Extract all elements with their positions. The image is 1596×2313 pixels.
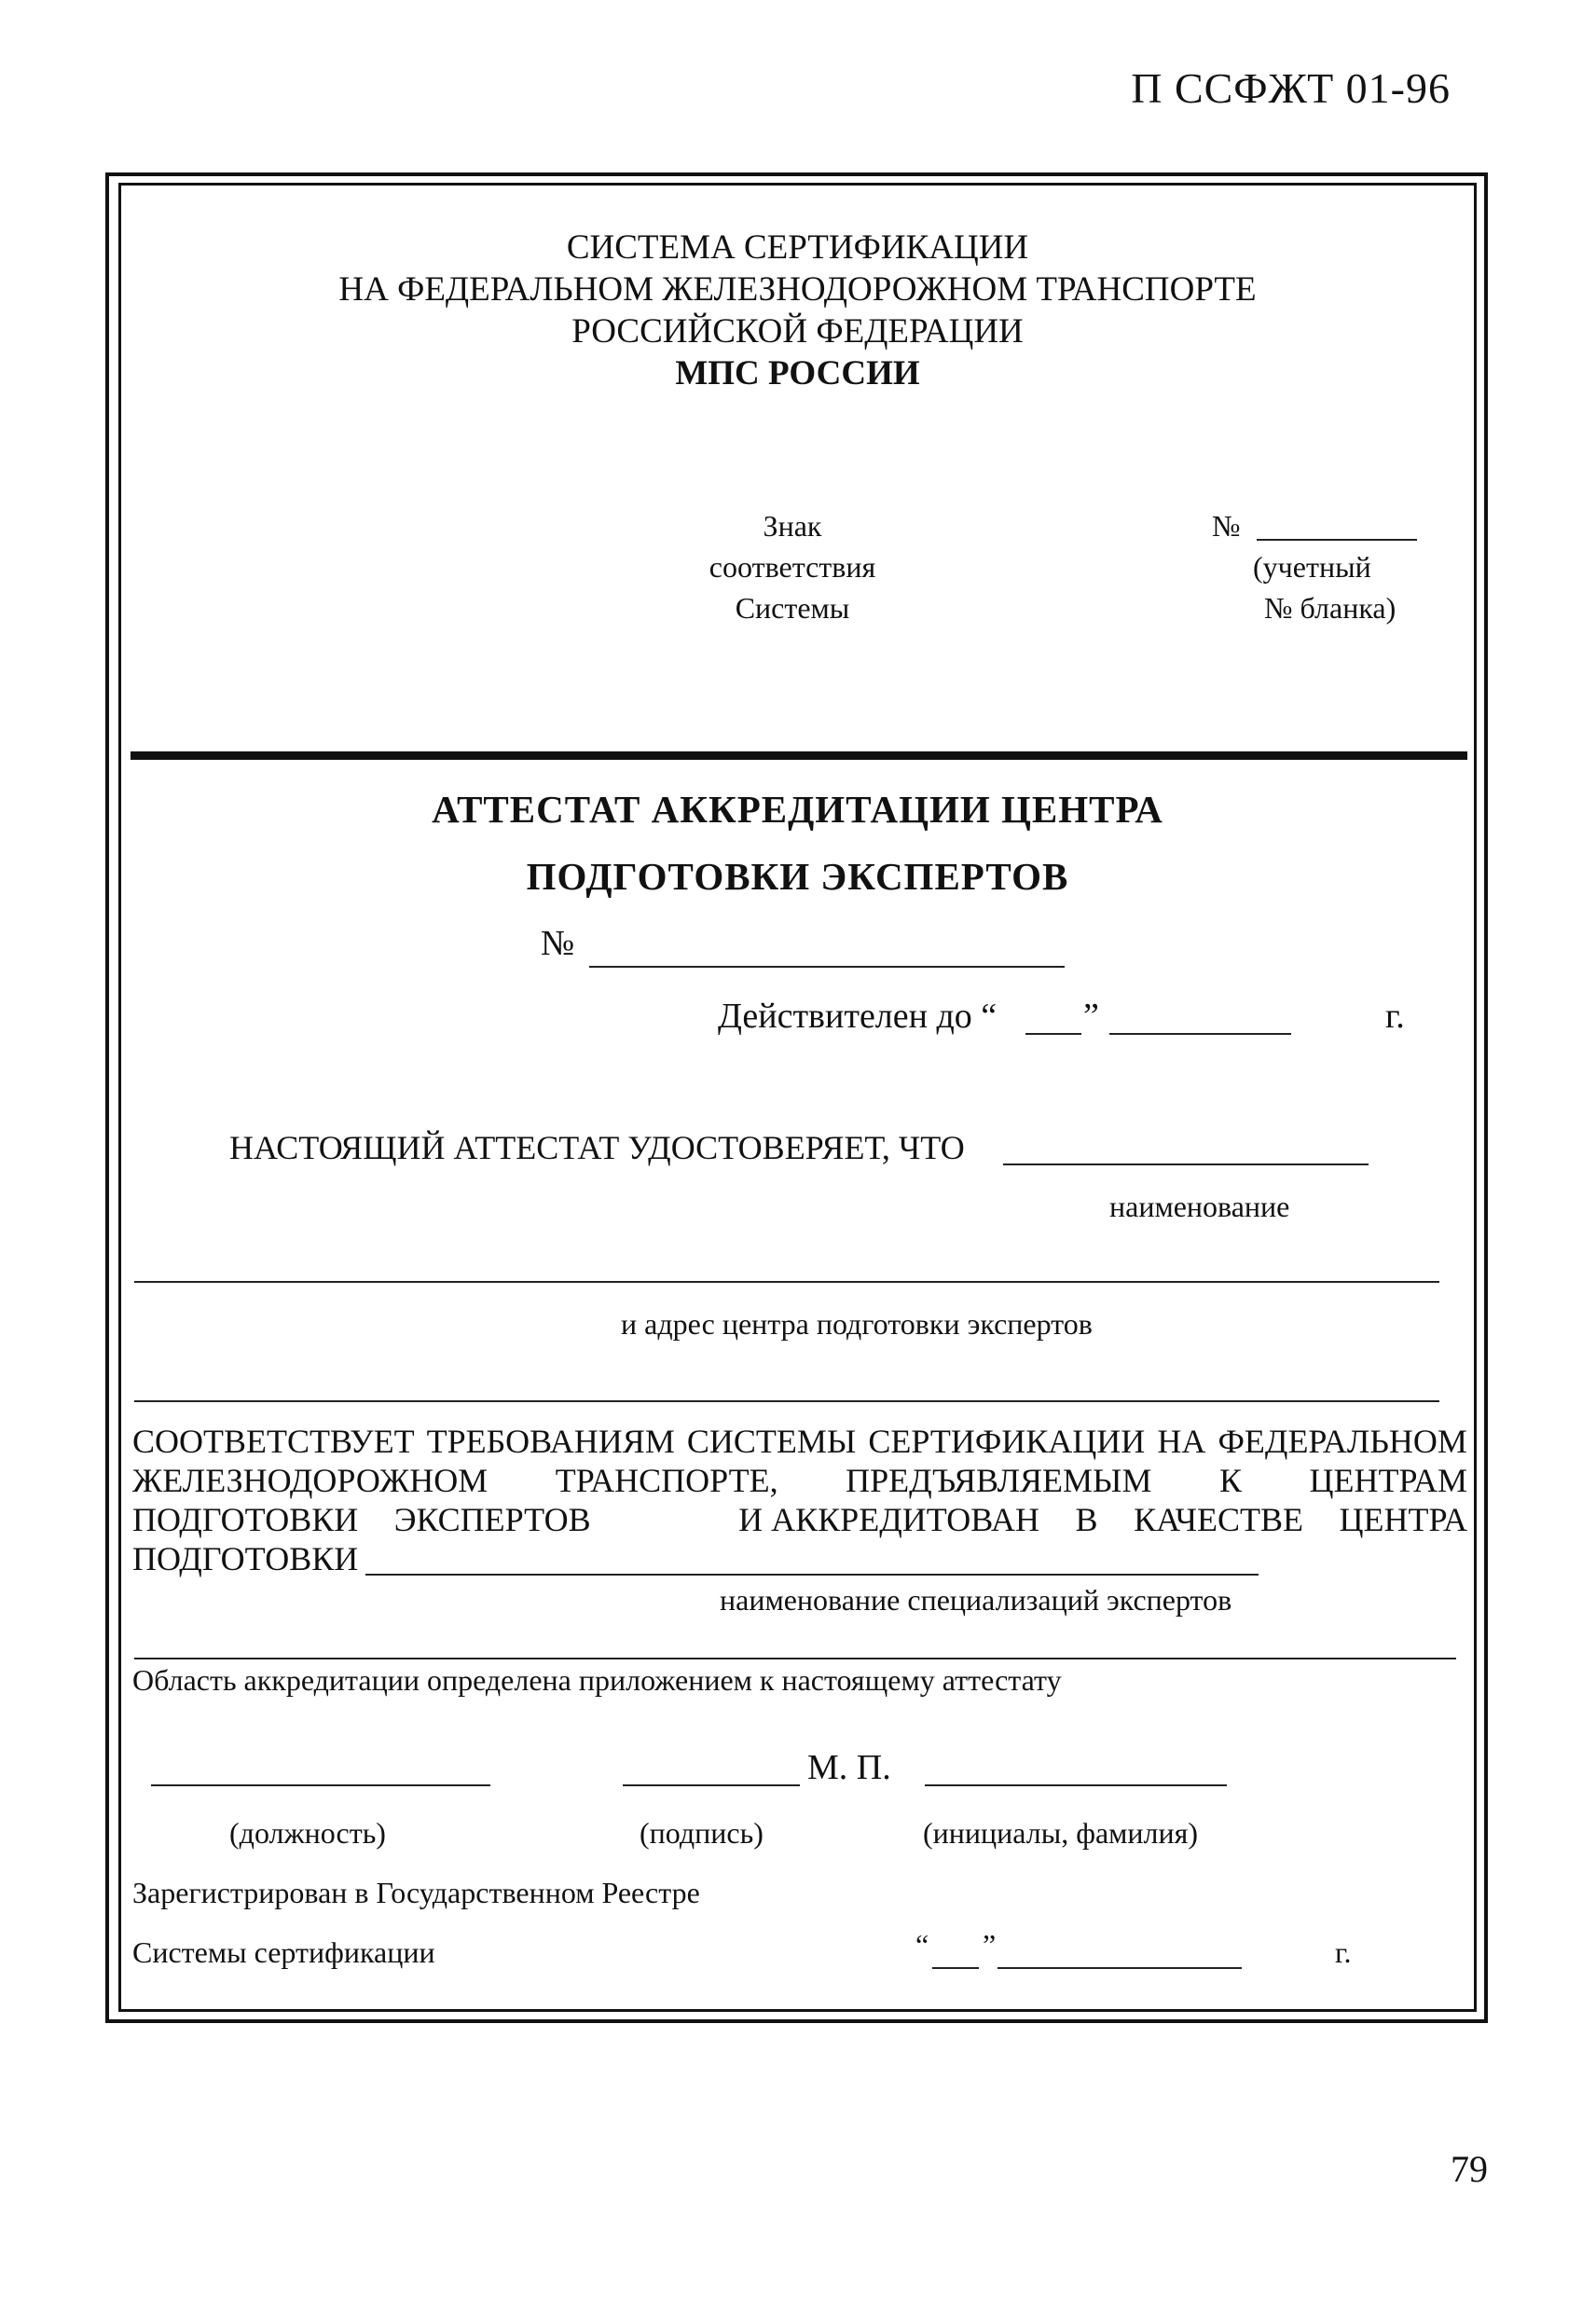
compliance-word: ЖЕЛЕЗНОДОРОЖНОМ	[132, 1462, 488, 1499]
compliance-word: СИСТЕМЫ	[686, 1423, 857, 1460]
blank-number-line	[1257, 539, 1417, 541]
title-line-1: АТТЕСТАТ АККРЕДИТАЦИИ ЦЕНТРА	[432, 788, 1163, 831]
header-line-1: СИСТЕМА СЕРТИФИКАЦИИ	[566, 228, 1029, 267]
certifies-line	[1003, 1163, 1369, 1165]
valid-until-year: г.	[1385, 997, 1405, 1036]
valid-until-prefix: Действителен до “	[718, 997, 998, 1036]
scope-divider	[134, 1658, 1456, 1659]
header-line-3: РОССИЙСКОЙ ФЕДЕРАЦИИ	[571, 312, 1024, 351]
position-label: (должность)	[229, 1816, 386, 1850]
registry-close-quote: ”	[983, 1928, 997, 1962]
certificate-number-sign: №	[541, 924, 575, 963]
document-code: П ССФЖТ 01-96	[1131, 64, 1451, 112]
blank-number-label-1: (учетный	[1253, 550, 1371, 584]
address-line-full	[134, 1400, 1439, 1402]
registry-year: г.	[1335, 1935, 1352, 1969]
compliance-line-4: ПОДГОТОВКИ	[132, 1540, 359, 1577]
compliance-line-2	[132, 1460, 1467, 1501]
specialization-line	[365, 1574, 1259, 1576]
compliance-word: К	[1219, 1462, 1243, 1499]
registry-open-quote: “	[915, 1928, 929, 1962]
compliance-word: В	[1075, 1501, 1098, 1538]
compliance-word: КАЧЕСТВЕ	[1134, 1501, 1304, 1538]
valid-until-quote: ”	[1083, 997, 1099, 1036]
address-label: и адрес центра подготовки экспертов	[621, 1307, 1093, 1341]
valid-day-line	[1025, 1033, 1081, 1035]
signature-line	[623, 1784, 800, 1786]
compliance-word: ПОДГОТОВКИ	[132, 1501, 359, 1538]
valid-month-line	[1109, 1033, 1291, 1035]
section-divider	[131, 751, 1467, 760]
inner-frame	[118, 183, 1477, 2012]
mark-label-3: Системы	[735, 591, 850, 625]
position-line	[151, 1784, 490, 1786]
certificate-number-line	[589, 966, 1065, 968]
compliance-word: ФЕДЕРАЛЬНОМ	[1218, 1423, 1467, 1460]
compliance-word: ПРЕДЪЯВЛЯЕМЫМ	[846, 1462, 1152, 1499]
compliance-word: ТРАНСПОРТЕ,	[555, 1462, 778, 1499]
compliance-word: ТРЕБОВАНИЯМ	[426, 1423, 675, 1460]
mark-label-2: соответствия	[709, 550, 876, 584]
signature-label: (подпись)	[640, 1816, 764, 1850]
compliance-word: СООТВЕТСТВУЕТ	[132, 1423, 415, 1460]
blank-number-sign: №	[1212, 509, 1241, 543]
registry-day-line	[932, 1967, 979, 1969]
header-line-2: НА ФЕДЕРАЛЬНОМ ЖЕЛЕЗНОДОРОЖНОМ ТРАНСПОРТЕ	[338, 270, 1257, 309]
initials-label: (инициалы, фамилия)	[923, 1816, 1199, 1850]
title-line-2: ПОДГОТОВКИ ЭКСПЕРТОВ	[526, 855, 1069, 898]
compliance-word: ЦЕНТРАМ	[1309, 1462, 1467, 1499]
compliance-word: ЦЕНТРА	[1339, 1501, 1467, 1538]
registry-month-line	[998, 1967, 1242, 1969]
specializations-label: наименование специализаций экспертов	[720, 1583, 1232, 1617]
name-line-full	[134, 1281, 1439, 1283]
name-label: наименование	[1109, 1190, 1290, 1223]
mark-label-1: Знак	[763, 509, 822, 543]
header-line-4: МПС РОССИИ	[675, 354, 920, 392]
stamp-label: М. П.	[807, 1748, 891, 1787]
certifies-text: НАСТОЯЩИЙ АТТЕСТАТ УДОСТОВЕРЯЕТ, ЧТО	[229, 1129, 965, 1166]
compliance-word: СЕРТИФИКАЦИИ	[868, 1423, 1146, 1460]
name-signature-line	[925, 1784, 1227, 1786]
compliance-word: И АККРЕДИТОВАН	[738, 1501, 1039, 1538]
scope-text: Область аккредитации определена приложением к настоящему аттестату	[132, 1663, 1062, 1697]
compliance-word: НА	[1157, 1423, 1206, 1460]
registry-system-text: Системы сертификации	[132, 1935, 435, 1969]
registered-text: Зарегистрирован в Государственном Реестре	[132, 1876, 700, 1909]
compliance-word: ЭКСПЕРТОВ	[393, 1501, 591, 1538]
page-number: 79	[1451, 2148, 1488, 2190]
compliance-line-3	[132, 1499, 1467, 1540]
blank-number-label-2: № бланка)	[1264, 591, 1396, 625]
compliance-line-1	[132, 1421, 1467, 1462]
